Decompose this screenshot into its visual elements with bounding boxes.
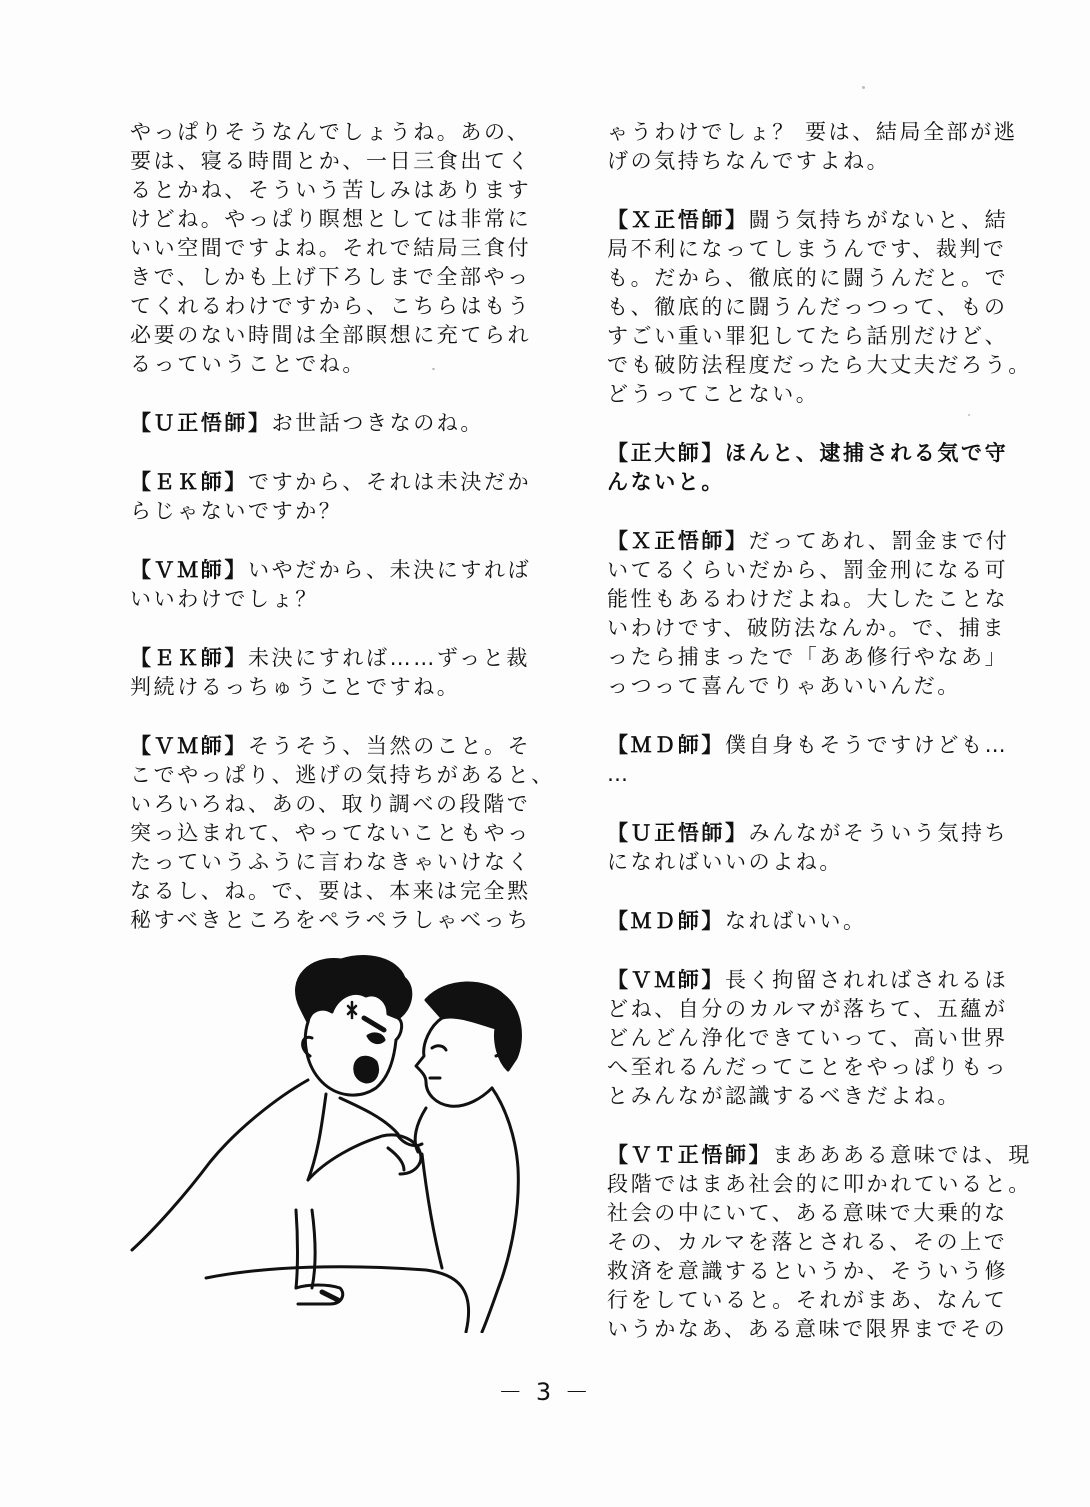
speaker-label: 【ＶＭ師】 [130,558,248,582]
line-text: 局不利になってしまうんです、裁判で [607,237,1007,261]
line-text: ほんと、逮捕される気で守 [725,441,1009,465]
line-text: ゃうわけでしょ？ 要は、結局全部が逃 [607,120,1018,144]
line-text: るっていうことでね。 [130,352,366,376]
confrontation-illustration [126,948,556,1333]
text-line [607,907,1039,936]
line-text: けどね。やっぱり瞑想としては非常に [130,207,532,231]
dialogue-paragraph [130,556,562,614]
text-line [607,585,1039,614]
line-text: 社会の中にいて、ある意味で大乗的な [607,1201,1008,1225]
speaker-label: 【Ｕ正悟師】 [607,821,749,845]
text-line [607,556,1039,585]
page-number: － 3 － [498,1378,592,1406]
text-line [607,966,1039,995]
line-text: 能性もあるわけだよね。大したことな [607,587,1009,611]
left-text-column [130,118,562,965]
text-line [607,1170,1039,1199]
text-line [130,409,562,438]
dialogue-paragraph [607,966,1039,1111]
text-line [130,468,562,497]
text-line [607,1082,1039,1111]
text-line [130,147,562,176]
text-line [607,643,1039,672]
text-line [607,1199,1039,1228]
line-text: すごい重い罪犯してたら話別だけど、 [607,324,1009,348]
text-line [607,527,1039,556]
line-text: こでやっぱり、逃げの気持ちがあると、 [130,763,555,787]
scan-speck [432,368,435,370]
text-line [130,819,562,848]
speaker-label: 【ＥＫ師】 [130,646,248,670]
line-text: いうかなあ、ある意味で限界までその [607,1317,1008,1341]
line-text: いやだから、未決にすれば [248,558,532,582]
text-line [607,1141,1039,1170]
text-line [607,819,1039,848]
line-text: へ至れるんだってことをやっぱりもっ [607,1055,1009,1079]
line-text: になればいいのよね。 [607,850,843,874]
line-text: … [607,762,631,786]
speaker-label: 【Ｘ正悟師】 [607,208,749,232]
line-text: その、カルマを落とされる、その上で [607,1230,1008,1254]
text-line [130,673,562,702]
dialogue-paragraph [607,819,1039,877]
line-text: 判続けるっちゅうことですね。 [130,675,461,699]
line-text: るとかね、そういう苦しみはあります [130,178,532,202]
text-line [607,848,1039,877]
speaker-label: 【ＥＫ師】 [130,470,248,494]
text-line [607,118,1039,147]
text-line [130,292,562,321]
text-line [607,235,1039,264]
dialogue-paragraph [607,1141,1039,1344]
speaker-label: 【ＶＭ師】 [130,734,248,758]
dialogue-paragraph [607,206,1039,409]
line-text: やっぱりそうなんでしょうね。あの、 [130,120,531,144]
line-text: らじゃないですか？ [130,499,343,523]
text-line [607,614,1039,643]
text-line [130,234,562,263]
text-line [607,351,1039,380]
dialogue-paragraph [130,732,562,935]
line-text: 闘う気持ちがないと、結 [748,208,1009,232]
line-text: だってあれ、罰金まで付 [748,529,1010,553]
two-men-confrontation-icon [126,948,556,1333]
line-text: いてるくらいだから、罰金刑になる可 [607,558,1009,582]
text-line [130,877,562,906]
line-text: そうそう、当然のこと。そ [248,734,532,758]
line-text: 段階ではまあ社会的に叩かれていると。 [607,1172,1032,1196]
text-line [130,585,562,614]
speaker-label: 【正大師】 [607,441,725,465]
text-line [607,731,1039,760]
dialogue-paragraph [607,907,1039,936]
line-text: どね、自分のカルマが落ちて、五蘊が [607,997,1008,1021]
line-text: きで、しかも上げ下ろしまで全部やっ [130,265,531,289]
dialogue-paragraph [607,118,1039,176]
text-line [130,118,562,147]
line-text: 突っ込まれて、やってないこともやっ [130,821,531,845]
line-text: っつって喜んでりゃあいいんだ。 [607,674,961,698]
speaker-label: 【ＭＤ師】 [607,909,725,933]
text-line [130,556,562,585]
text-line [607,672,1039,701]
dialogue-paragraph [130,468,562,526]
line-text: みんながそういう気持ち [748,821,1009,845]
line-text: 必要のない時間は全部瞑想に充てられ [130,323,532,347]
line-text: 未決にすれば……ずっと裁 [248,646,530,670]
text-line [607,264,1039,293]
text-line [607,380,1039,409]
dialogue-paragraph [607,731,1039,789]
text-line [130,848,562,877]
text-line [130,176,562,205]
line-text: てくれるわけですから、こちらはもう [130,294,532,318]
line-text: いわけです、破防法なんか。で、捕ま [607,616,1007,640]
text-line [607,1257,1039,1286]
line-text: 秘すべきところをペラペラしゃべっち [130,908,531,932]
text-line [130,761,562,790]
line-text: ったら捕まったで「ああ修行やなあ」 [607,645,1009,669]
text-line [607,468,1039,497]
line-text: まああある意味では、現 [772,1143,1032,1167]
text-line [607,1228,1039,1257]
line-text: げの気持ちなんですよね。 [607,149,891,173]
text-line [607,1315,1039,1344]
text-line [607,1024,1039,1053]
dialogue-paragraph [130,409,562,438]
text-line [130,906,562,935]
line-text: んないと。 [607,470,725,494]
line-text: お世話つきなのね。 [271,411,485,435]
text-line [130,732,562,761]
speaker-label: 【ＶＭ師】 [607,968,725,992]
line-text: いろいろね、あの、取り調べの段階で [130,792,531,816]
dialogue-paragraph [130,118,562,379]
line-text: でも破防法程度だったら大丈夫だろう。 [607,353,1032,377]
right-text-column [607,118,1039,1374]
scan-speck [862,86,865,89]
line-text: いいわけでしょ？ [130,587,319,611]
text-line [607,1286,1039,1315]
line-text: どうってことない。 [607,382,820,406]
text-line [130,263,562,292]
line-text: どんどん浄化できていって、高い世界 [607,1026,1008,1050]
speaker-label: 【ＶＴ正悟師】 [607,1143,773,1167]
text-line [130,350,562,379]
scan-speck [968,414,970,416]
line-text: も。だから、徹底的に闘うんだと。で [607,266,1009,290]
dialogue-paragraph [607,527,1039,701]
line-text: 僕自身もそうですけども… [725,733,1009,757]
text-line [607,995,1039,1024]
line-text: も、徹底的に闘うんだっつって、もの [607,295,1008,319]
text-line [130,790,562,819]
line-text: 行をしていると。それがまあ、なんて [607,1288,1008,1312]
text-line [607,206,1039,235]
line-text: 長く拘留されればされるほ [725,968,1009,992]
dialogue-paragraph [130,644,562,702]
text-line [130,321,562,350]
text-line [607,1053,1039,1082]
line-text: 救済を意識するというか、そういう修 [607,1259,1009,1283]
text-line [130,497,562,526]
dialogue-paragraph [607,439,1039,497]
text-line [607,293,1039,322]
line-text: とみんなが認識するべきだよね。 [607,1084,961,1108]
text-line [607,147,1039,176]
speaker-label: 【ＭＤ師】 [607,733,725,757]
line-text: なればいい。 [725,909,867,933]
line-text: 要は、寝る時間とか、一日三食出てく [130,149,532,173]
text-line [607,439,1039,468]
text-line [607,760,1039,789]
text-line [607,322,1039,351]
line-text: いい空間ですよね。それで結局三食付 [130,236,532,260]
text-line [130,205,562,234]
line-text: たっていうふうに言わなきゃいけなく [130,850,532,874]
line-text: なるし、ね。で、要は、本来は完全黙 [130,879,531,903]
text-line [130,644,562,673]
speaker-label: 【Ｘ正悟師】 [607,529,749,553]
speaker-label: 【Ｕ正悟師】 [130,411,272,435]
line-text: ですから、それは未決だか [248,470,532,494]
